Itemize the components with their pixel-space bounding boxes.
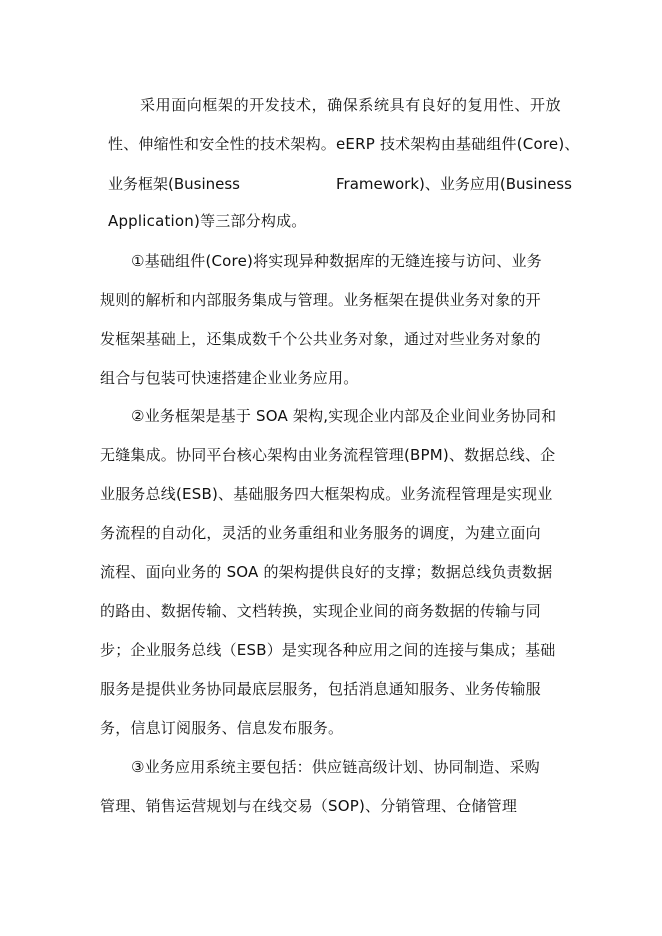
paragraph-1-line-3-left: 业务框架(Business [108, 175, 240, 193]
paragraph-1-line-3-right: Framework)、业务应用(Business [336, 175, 572, 193]
paragraph-4-line-1: ③业务应用系统主要包括：供应链高级计划、协同制造、采购 [131, 758, 540, 776]
paragraph-3-line-4: 务流程的自动化，灵活的业务重组和业务服务的调度，为建立面向 [100, 524, 541, 542]
paragraph-1-line-4: Application)等三部分构成。 [108, 212, 307, 230]
paragraph-1-line-1: 采用面向框架的开发技术，确保系统具有良好的复用性、开放 [140, 96, 562, 114]
paragraph-3-line-8: 服务是提供业务协同最底层服务，包括消息通知服务、业务传输服 [100, 680, 541, 698]
paragraph-1-line-2: 性、伸缩性和安全性的技术架构。eERP 技术架构由基础组件(Core)、 [108, 135, 580, 153]
paragraph-3-line-1: ②业务框架是基于 SOA 架构,实现企业内部及企业间业务协同和 [131, 407, 557, 425]
paragraph-3-line-5: 流程、面向业务的 SOA 的架构提供良好的支撑；数据总线负责数据 [100, 563, 553, 581]
paragraph-2-line-4: 组合与包装可快速搭建企业业务应用。 [100, 369, 359, 387]
paragraph-3-line-6: 的路由、数据传输、文档转换，实现企业间的商务数据的传输与同 [100, 602, 541, 620]
paragraph-2-line-2: 规则的解析和内部服务集成与管理。业务框架在提供业务对象的开 [100, 291, 541, 309]
paragraph-3-line-3: 业服务总线(ESB)、基础服务四大框架构成。业务流程管理是实现业 [100, 485, 553, 503]
paragraph-3-line-9: 务，信息订阅服务、信息发布服务。 [100, 719, 344, 737]
paragraph-4-line-2: 管理、销售运营规划与在线交易（SOP)、分销管理、仓储管理 [100, 797, 518, 815]
paragraph-3-line-2: 无缝集成。协同平台核心架构由业务流程管理(BPM)、数据总线、企 [100, 446, 556, 464]
paragraph-3-line-7: 步；企业服务总线（ESB）是实现各种应用之间的连接与集成；基础 [100, 641, 556, 659]
paragraph-2-line-1: ①基础组件(Core)将实现异种数据库的无缝连接与访问、业务 [131, 252, 542, 270]
paragraph-2-line-3: 发框架基础上，还集成数千个公共业务对象，通过对些业务对象的 [100, 330, 541, 348]
